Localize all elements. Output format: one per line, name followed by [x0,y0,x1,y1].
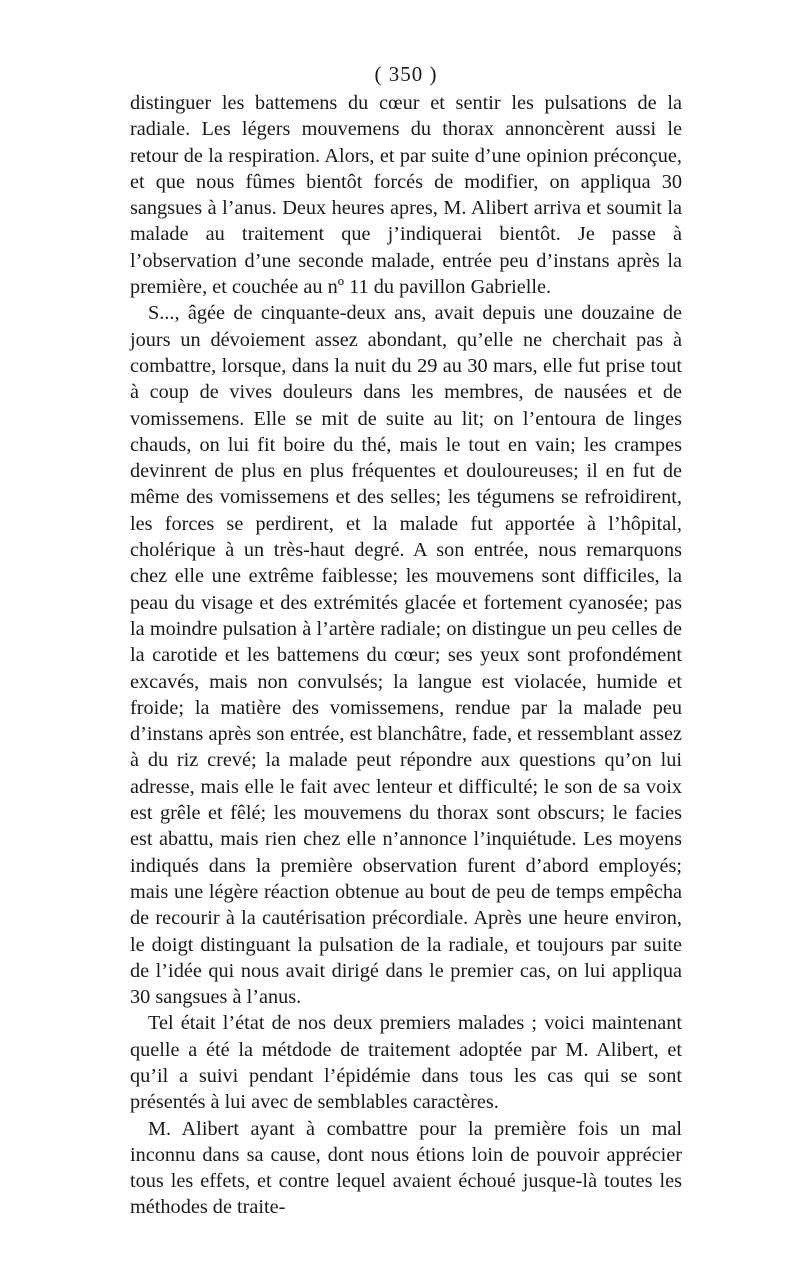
paragraph: M. Alibert ayant à combattre pour la première fois un mal inconnu dans sa cause, dont nous étions loin de pouvoir apprécier tous les effets, et contre lequel avaient échoué jusque-là toutes les méthodes de traite- [130,1117,682,1219]
paragraph: distinguer les battemens du cœur et sentir les pulsations de la radiale. Les légers mouvemens du thorax annoncèrent aussi le retour de la respiration. Alors, et par suite d’une opinion préconçue, et que nous fûmes bientôt forcés de modifier, on appliqua 30 sangsues à l’anus. Deux heures apres, M. Alibert arriva et soumit la malade au traitement que j’indiquerai bientôt. Je passe à l’observation d’une seconde malade, entrée peu d’instans après la première, et couchée au nº 11 du pavillon Gabrielle. [130,92,682,299]
page-number: ( 350 ) [374,62,438,86]
book-page [130,58,682,1221]
body-text [130,90,682,1221]
paragraph: S..., âgée de cinquante-deux ans, avait depuis une douzaine de jours un dévoiement assez abondant, qu’elle ne cherchait pas à combattre, lorsque, dans la nuit du 29 au 30 mars, elle fut prise tout à coup de vives douleurs dans les membres, de nausées et de vomissemens. Elle se mit de suite au lit; on l’entoura de linges chauds, on lui fit boire du thé, mais le tout en vain; les crampes devinrent de plus en plus fréquentes et douloureuses; il en fut de même des vomissemens et des selles; les tégumens se refroidirent, les forces se perdirent, et la malade fut apportée à l’hôpital, cholérique à un très-haut degré. A son entrée, nous remarquons chez elle une extrême faiblesse; les mouvemens sont difficiles, la peau du visage et des extrémités glacée et fortement cyanosée; pas la moindre pulsation à l’artère radiale; on distingue un peu celles de la carotide et les battemens du cœur; ses yeux sont profondément excavés, mais non convulsés; la langue est violacée, humide et froide; la matière des vomissemens, rendue par la malade peu d’instans après son entrée, est blanchâtre, fade, et ressemblant assez à du riz crevé; la malade peut répondre aux questions qu’on lui adresse, mais elle le fait avec lenteur et difficulté; le son de sa voix est grêle et fêlé; les mouvemens du thorax sont obscurs; le facies est abattu, mais rien chez elle n’annonce l’inquiétude. Les moyens indiqués dans la première observation furent d’abord employés; mais une légère réaction obtenue au bout de peu de temps empêcha de recourir à la cautérisation précordiale. Après une heure environ, le doigt distinguant la pulsation de la radiale, et toujours par suite de l’idée qui nous avait dirigé dans le premier cas, on lui appliqua 30 sangsues à l’anus. [130,302,682,1009]
paragraph: Tel était l’état de nos deux premiers malades ; voici maintenant quelle a été la métdode de traitement adoptée par M. Alibert, et qu’il a suivi pendant l’épidémie dans tous les cas qui se sont présentés à lui avec de semblables caractères. [130,1012,682,1114]
